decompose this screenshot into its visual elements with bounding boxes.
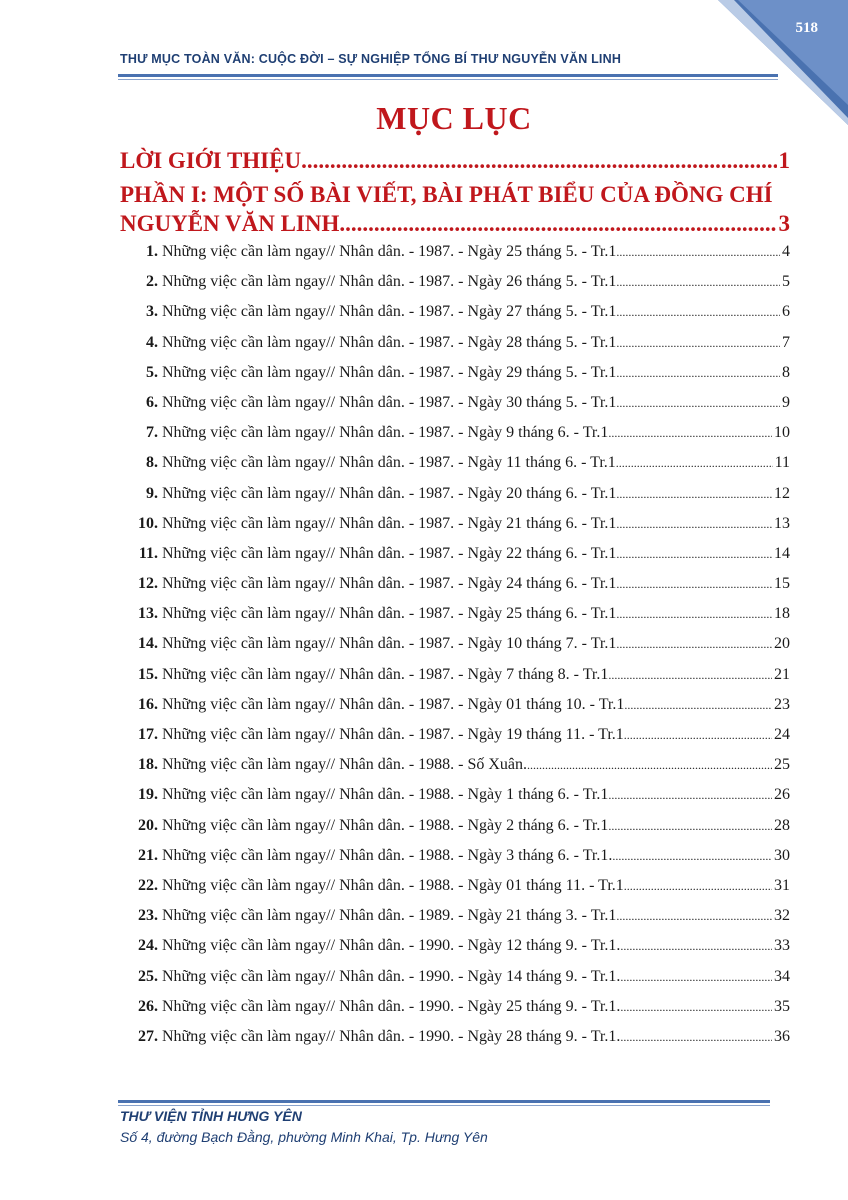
toc-section-part1[interactable]: [120, 180, 790, 238]
toc-entry-text: Những việc cần làm ngay// Nhân dân. - 1987. - Ngày 10 tháng 7. - Tr.1: [162, 635, 617, 653]
toc-leader-dots: [616, 547, 772, 562]
toc-leader-dots: [616, 517, 772, 532]
toc-entry[interactable]: [120, 968, 790, 998]
toc-entry[interactable]: [120, 364, 790, 394]
toc-page-number: 26: [774, 786, 790, 804]
toc-leader-dots: [616, 245, 780, 260]
toc-entry-text: Những việc cần làm ngay// Nhân dân. - 1987. - Ngày 26 tháng 5. - Tr.1: [162, 273, 617, 291]
toc-leader-dots: [608, 426, 772, 441]
toc-entry[interactable]: [120, 394, 790, 424]
toc-entry-number: 21.: [138, 846, 158, 864]
toc-entry-text: Những việc cần làm ngay// Nhân dân. - 1990. - Ngày 14 tháng 9. - Tr.1.: [162, 967, 621, 985]
toc-leader-dots: [616, 336, 780, 351]
toc-entry-text: Những việc cần làm ngay// Nhân dân. - 1987. - Ngày 22 tháng 6. - Tr.1: [162, 544, 617, 562]
toc-page-number: 20: [774, 635, 790, 653]
toc-entry-text: Những việc cần làm ngay// Nhân dân. - 1987. - Ngày 24 tháng 6. - Tr.1: [162, 575, 617, 593]
toc-entry-number: 12.: [138, 575, 158, 593]
toc-page-number: 4: [782, 243, 790, 260]
toc-entry[interactable]: [120, 635, 790, 665]
toc-entry-number: 9.: [146, 484, 158, 502]
toc-entry-number: 26.: [138, 997, 158, 1015]
toc-page-number: 21: [774, 665, 790, 683]
toc-page-number: 36: [774, 1027, 790, 1045]
toc-page-number: 30: [774, 846, 790, 864]
toc-page-number: 32: [774, 907, 790, 925]
toc-entry-number: 16.: [138, 695, 158, 713]
toc-entry-text: Những việc cần làm ngay// Nhân dân. - 1987. - Ngày 11 tháng 6. - Tr.1: [162, 454, 616, 472]
toc-page-number: 7: [782, 333, 790, 351]
footer-rule: [118, 1100, 770, 1103]
toc-entry-text: Những việc cần làm ngay// Nhân dân. - 1987. - Ngày 27 tháng 5. - Tr.1: [162, 303, 617, 321]
toc-entry-text: Những việc cần làm ngay// Nhân dân. - 1990. - Ngày 12 tháng 9. - Tr.1.: [162, 937, 621, 955]
toc-leader-dots: [620, 1000, 772, 1015]
toc-page-number: 24: [774, 726, 790, 743]
toc-page-number: 8: [782, 363, 790, 381]
toc-entry-number: 20.: [138, 816, 158, 834]
toc-page-number: 35: [774, 997, 790, 1015]
toc-entry-text: Những việc cần làm ngay// Nhân dân. - 1987. - Ngày 01 tháng 10. - Tr.1: [162, 695, 625, 713]
toc-leader-dots: [616, 396, 780, 411]
toc-entry-number: 25.: [138, 967, 158, 985]
toc-entry-text: Những việc cần làm ngay// Nhân dân. - 1987. - Ngày 25 tháng 5. - Tr.1: [162, 243, 617, 260]
toc-page-number: 14: [774, 544, 790, 562]
toc-leader-dots: [608, 819, 772, 834]
toc-leader-dots: [612, 849, 772, 864]
toc-page-number: 25: [774, 756, 790, 774]
running-header: THƯ MỤC TOÀN VĂN: CUỘC ĐỜI – SỰ NGHIỆP TỔNG BÍ THƯ NGUYỄN VĂN LINH: [120, 52, 622, 66]
toc-page-number: 13: [774, 514, 790, 532]
toc-entry-number: 6.: [146, 393, 158, 411]
toc-page-number: 9: [782, 393, 790, 411]
toc-entry-number: 10.: [138, 514, 158, 532]
toc-leader-dots: [616, 275, 780, 290]
toc-entry[interactable]: [120, 575, 790, 605]
toc-page-number: 1: [778, 148, 790, 173]
toc-section-label-cont: NGUYỄN VĂN LINH: [120, 211, 340, 236]
toc-entry-text: Những việc cần làm ngay// Nhân dân. - 1990. - Ngày 28 tháng 9. - Tr.1.: [162, 1027, 621, 1045]
toc-leader-dots: [620, 1030, 772, 1045]
toc-entry-number: 2.: [146, 273, 158, 291]
toc-entry-text: Những việc cần làm ngay// Nhân dân. - 1987. - Ngày 29 tháng 5. - Tr.1: [162, 363, 617, 381]
toc-entry[interactable]: [120, 726, 790, 756]
toc-page-number: 18: [774, 605, 790, 623]
toc-entry-text: Những việc cần làm ngay// Nhân dân. - 1987. - Ngày 7 tháng 8. - Tr.1: [162, 665, 609, 683]
toc-entry[interactable]: [120, 605, 790, 635]
toc-entry[interactable]: [120, 666, 790, 696]
toc-page-number: 23: [774, 695, 790, 713]
toc-entry[interactable]: [120, 334, 790, 364]
toc-entry-number: 24.: [138, 937, 158, 955]
toc-leader-dots: [608, 788, 772, 803]
page-number: 518: [795, 20, 818, 36]
toc-leader-dots: [616, 577, 772, 592]
toc-entry-number: 27.: [138, 1027, 158, 1045]
toc-entry[interactable]: [120, 515, 790, 545]
footer-library-name: THƯ VIỆN TỈNH HƯNG YÊN: [120, 1108, 302, 1124]
header-rule-thin: [118, 79, 778, 80]
toc-entry-number: 22.: [138, 876, 158, 894]
toc-entry-text: Những việc cần làm ngay// Nhân dân. - 1987. - Ngày 20 tháng 6. - Tr.1: [162, 484, 617, 502]
toc-entry-text: Những việc cần làm ngay// Nhân dân. - 1988. - Ngày 1 tháng 6. - Tr.1: [162, 786, 609, 804]
toc-entry-number: 4.: [146, 333, 158, 351]
toc-entry-number: 13.: [138, 605, 158, 623]
toc-page-number: 11: [774, 454, 790, 472]
toc-page-number: 33: [774, 937, 790, 955]
toc-leader-dots: [301, 148, 776, 174]
toc-entry[interactable]: [120, 243, 790, 273]
toc-leader-dots: [616, 909, 772, 924]
toc-entry[interactable]: [120, 937, 790, 967]
toc-entry-text: Những việc cần làm ngay// Nhân dân. - 1988. - Ngày 01 tháng 11. - Tr.1: [162, 876, 624, 894]
toc-entry[interactable]: [120, 998, 790, 1028]
toc-entry-number: 3.: [146, 303, 158, 321]
toc-page-number: 12: [774, 484, 790, 502]
toc-entry-number: 17.: [138, 726, 158, 743]
footer-address: Số 4, đường Bạch Đằng, phường Minh Khai, Tp. Hưng Yên: [120, 1129, 488, 1145]
toc-entry-text: Những việc cần làm ngay// Nhân dân. - 1987. - Ngày 30 tháng 5. - Tr.1: [162, 393, 617, 411]
toc-entry-text: Những việc cần làm ngay// Nhân dân. - 1988. - Ngày 2 tháng 6. - Tr.1: [162, 816, 609, 834]
toc-leader-dots: [339, 209, 776, 238]
toc-leader-dots: [616, 637, 772, 652]
toc-page-number: 3: [778, 211, 790, 236]
toc-leader-dots: [616, 456, 773, 471]
toc-page-number: 31: [774, 876, 790, 894]
toc-entry[interactable]: [120, 696, 790, 726]
toc-entry[interactable]: [120, 817, 790, 847]
toc-leader-dots: [616, 366, 780, 381]
toc-entry-number: 1.: [146, 243, 158, 260]
toc-leader-dots: [624, 698, 772, 713]
toc-leader-dots: [620, 970, 772, 985]
toc-section-intro[interactable]: [120, 148, 790, 174]
toc-entry[interactable]: [120, 273, 790, 303]
toc-entry-number: 19.: [138, 786, 158, 804]
toc-page-number: 10: [774, 424, 790, 442]
toc-leader-dots: [608, 668, 772, 683]
toc-entry[interactable]: [120, 485, 790, 515]
toc-section-label: LỜI GIỚI THIỆU: [120, 148, 302, 173]
toc-leader-dots: [527, 758, 772, 773]
toc-entry-number: 8.: [146, 454, 158, 472]
toc-entry-text: Những việc cần làm ngay// Nhân dân. - 1987. - Ngày 19 tháng 11. - Tr.1: [162, 726, 624, 743]
toc-entry-list: [120, 243, 790, 1058]
toc-entry[interactable]: [120, 907, 790, 937]
toc-entry[interactable]: [120, 454, 790, 484]
toc-page-number: 28: [774, 816, 790, 834]
header-rule: [118, 74, 778, 77]
toc-entry-text: Những việc cần làm ngay// Nhân dân. - 1987. - Ngày 9 tháng 6. - Tr.1: [162, 424, 609, 442]
toc-section-label: PHẦN I: MỘT SỐ BÀI VIẾT, BÀI PHÁT BIỂU CỦA ĐỒNG CHÍ: [120, 182, 773, 207]
toc-title: MỤC LỤC: [376, 100, 532, 136]
toc-entry[interactable]: [120, 545, 790, 575]
toc-leader-dots: [616, 607, 772, 622]
toc-entry[interactable]: [120, 877, 790, 907]
toc-entry-number: 18.: [138, 756, 158, 774]
toc-entry-text: Những việc cần làm ngay// Nhân dân. - 1990. - Ngày 25 tháng 9. - Tr.1.: [162, 997, 621, 1015]
toc-entry-number: 5.: [146, 363, 158, 381]
toc-leader-dots: [624, 879, 772, 894]
toc-entry-number: 11.: [138, 544, 158, 562]
toc-entry-number: 15.: [138, 665, 158, 683]
toc-leader-dots: [624, 728, 772, 743]
toc-entry-text: Những việc cần làm ngay// Nhân dân. - 1988. - Ngày 3 tháng 6. - Tr.1.: [162, 846, 613, 864]
toc-entry-number: 7.: [146, 424, 158, 442]
toc-entry[interactable]: [120, 303, 790, 333]
toc-entry-text: Những việc cần làm ngay// Nhân dân. - 1987. - Ngày 28 tháng 5. - Tr.1: [162, 333, 617, 351]
toc-entry-number: 14.: [138, 635, 158, 653]
toc-entry[interactable]: [120, 424, 790, 454]
toc-entry[interactable]: [120, 786, 790, 816]
toc-page-number: 15: [774, 575, 790, 593]
toc-entry-number: 23.: [138, 907, 158, 925]
toc-entry[interactable]: [120, 847, 790, 877]
footer-rule-thin: [118, 1105, 770, 1106]
toc-leader-dots: [620, 939, 772, 954]
toc-entry-text: Những việc cần làm ngay// Nhân dân. - 1988. - Số Xuân.: [162, 756, 528, 774]
toc-page-number: 5: [782, 273, 790, 291]
toc-entry[interactable]: [120, 1028, 790, 1058]
toc-page-number: 6: [782, 303, 790, 321]
toc-entry-text: Những việc cần làm ngay// Nhân dân. - 1987. - Ngày 21 tháng 6. - Tr.1: [162, 514, 617, 532]
toc-page-number: 34: [774, 967, 790, 985]
toc-leader-dots: [616, 305, 780, 320]
toc-entry-text: Những việc cần làm ngay// Nhân dân. - 1987. - Ngày 25 tháng 6. - Tr.1: [162, 605, 617, 623]
toc-entry-text: Những việc cần làm ngay// Nhân dân. - 1989. - Ngày 21 tháng 3. - Tr.1: [162, 907, 617, 925]
toc-entry[interactable]: [120, 756, 790, 786]
toc-leader-dots: [616, 487, 772, 502]
